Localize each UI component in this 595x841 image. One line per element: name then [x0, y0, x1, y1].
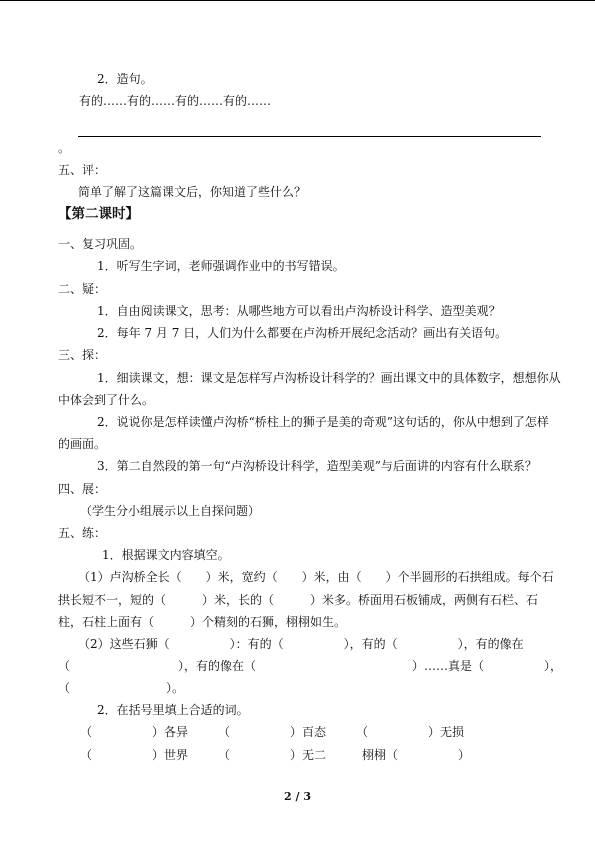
- text-line: 1．细读课文，想：课文是怎样写卢沟桥设计科学的？画出课文中的具体数字，想想你从: [97, 371, 561, 385]
- text-line: 三、探：: [58, 348, 107, 362]
- text-line: 五、练：: [58, 526, 107, 540]
- text-line: 1．自由阅读课文，思考：从哪些地方可以看出卢沟桥设计科学、造型美观？: [97, 304, 501, 318]
- text-line: 简单了解了这篇课文后，你知道了些什么？: [78, 185, 307, 199]
- text-line: 2．说说你是怎样读懂卢沟桥“桥柱上的狮子是美的奇观”这句话的，你从中想到了怎样: [97, 415, 549, 429]
- text-line: （ ）。: [58, 681, 185, 695]
- text-line: （1）卢沟桥全长（ ）米，宽约（ ）米，由（ ）个半圆形的石拱组成。每个石: [78, 570, 554, 584]
- text-line: 拱长短不一，短的（ ）米，长的（ ）米多。桥面用石板铺成，两侧有石栏、石: [58, 593, 539, 607]
- text-line: 一、复习巩固。: [58, 237, 143, 251]
- text-line: （ ），有的像在（ ）……真是（ ），: [58, 659, 563, 673]
- answer-blank-line[interactable]: [78, 136, 541, 137]
- text-line: 2．在括号里填上合适的词。: [97, 703, 249, 717]
- text-line: 的画面。: [58, 437, 107, 451]
- text-line: 3．第二自然段的第一句“卢沟桥设计科学，造型美观”与后面讲的内容有什么联系？: [97, 459, 537, 473]
- text-line: 1．根据课文内容填空。: [102, 548, 230, 562]
- text-line: 四、展：: [58, 482, 107, 496]
- page-top-border: [0, 0, 595, 1]
- text-line: （2）这些石狮（ ）：有的（ ），有的（ ），有的像在: [78, 637, 524, 651]
- text-line: （ ）各异 （ ）百态 （ ）无损: [80, 725, 465, 739]
- text-line: 2．造句。: [97, 72, 153, 86]
- text-line: 中体会到了什么。: [58, 393, 155, 407]
- text-line: 。: [58, 141, 71, 155]
- text-line: 2．每年 7 月 7 日，人们为什么都要在卢沟桥开展纪念活动？画出有关语句。: [97, 326, 508, 340]
- text-line: （学生分小组展示以上自探问题）: [80, 504, 261, 518]
- text-line: （ ）世界 （ ）无二 栩栩（ ）: [80, 748, 471, 762]
- text-line: 二、疑：: [58, 282, 107, 296]
- page-number: 2 / 3: [284, 790, 311, 803]
- text-line: 1．听写生字词，老师强调作业中的书写错误。: [97, 259, 345, 273]
- text-line: 五、评：: [58, 163, 107, 177]
- text-line: 有的……有的……有的……有的……: [79, 94, 272, 108]
- section-heading: 【第二课时】: [58, 206, 139, 222]
- text-line: 柱，石柱上面有（ ）个精刻的石狮，栩栩如生。: [58, 615, 347, 629]
